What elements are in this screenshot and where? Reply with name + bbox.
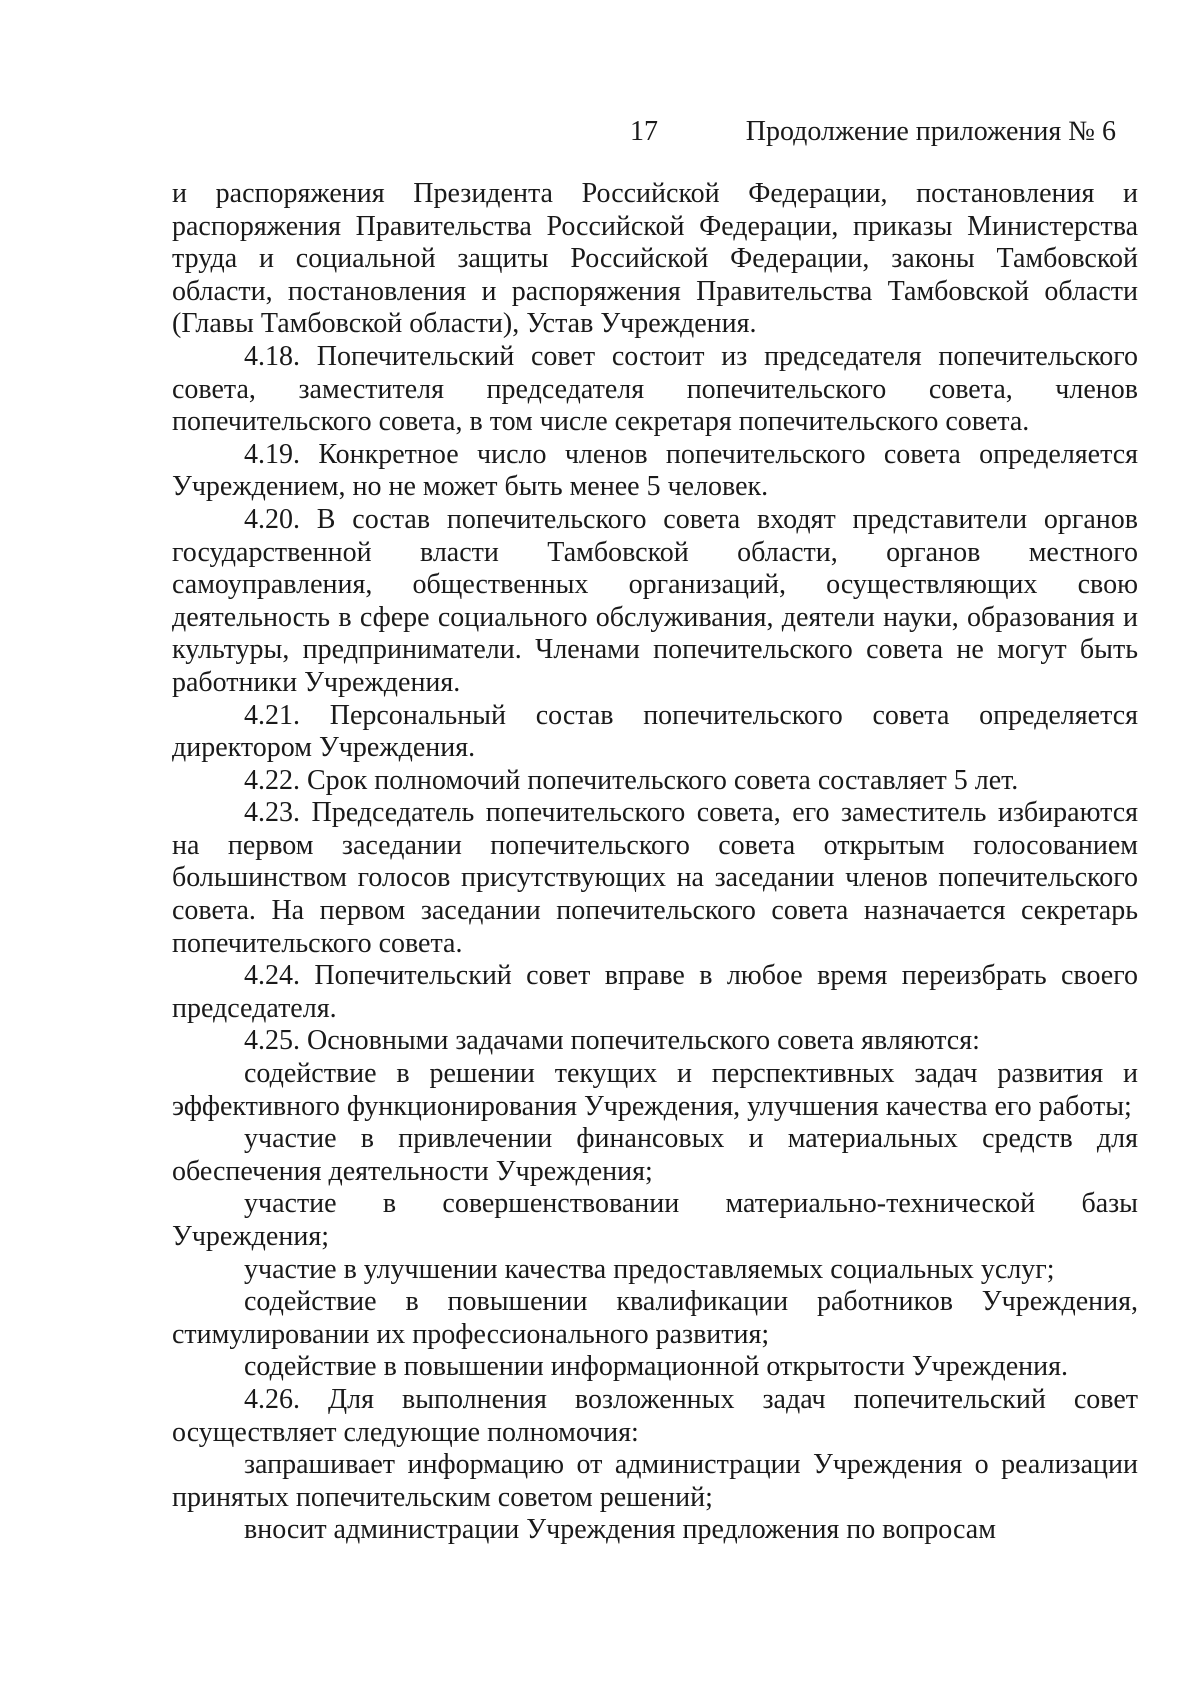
paragraph-4-18: 4.18. Попечительский совет состоит из председателя попечительского совета, заместителя председателя попечительского совета, членов попечительского совета, в том числе секретаря попечительского совета. (172, 340, 1138, 438)
list-item-task: участие в совершенствовании материально-технической базы Учреждения; (172, 1188, 1138, 1252)
paragraph-4-22: 4.22. Срок полномочий попечительского совета составляет 5 лет. (244, 764, 1019, 796)
list-item-power: вносит администрации Учреждения предложения по вопросам (244, 1514, 996, 1546)
list-item-task: содействие в повышении информационной открытости Учреждения. (244, 1351, 1069, 1383)
list-item-task: участие в улучшении качества предоставляемых социальных услуг; (244, 1253, 1055, 1285)
list-item-task: участие в привлечении финансовых и материальных средств для обеспечения деятельности Учреждения; (172, 1123, 1138, 1187)
paragraph-4-25: 4.25. Основными задачами попечительского совета являются: (244, 1025, 980, 1057)
paragraph-continuation: и распоряжения Президента Российской Федерации, постановления и распоряжения Правительства Российской Федерации, приказы Министерства труда и социальной защиты Российской Федерации, законы Тамбовской области, постановления и распоряжения Правительства Тамбовской области (Главы Тамбовской области), Устав Учреждения. (172, 178, 1138, 340)
paragraph-4-23: 4.23. Председатель попечительского совета, его заместитель избираются на первом заседании попечительского совета открытым голосованием большинством голосов присутствующих на заседании членов попечительского совета. На первом заседании попечительского совета назначается секретарь попечительского совета. (172, 797, 1138, 959)
paragraph-4-19: 4.19. Конкретное число членов попечительского совета определяется Учреждением, но не может быть менее 5 человек. (172, 438, 1138, 503)
list-item-task: содействие в решении текущих и перспективных задач развития и эффективного функционирования Учреждения, улучшения качества его работы; (172, 1058, 1138, 1122)
paragraph-4-24: 4.24. Попечительский совет вправе в любое время переизбрать своего председателя. (172, 960, 1138, 1024)
page-number: 17 (630, 116, 658, 147)
paragraph-4-20: 4.20. В состав попечительского совета входят представители органов государственной власти Тамбовской области, органов местного самоуправления, общественных организаций, осуществляющих свою деятельность в сфере социального обслуживания, деятели науки, образования и культуры, предприниматели. Членами попечительского совета не могут быть работники Учреждения. (172, 503, 1138, 698)
list-item-power: запрашивает информацию от администрации Учреждения о реализации принятых попечительским советом решений; (172, 1449, 1138, 1513)
paragraph-4-26: 4.26. Для выполнения возложенных задач попечительский совет осуществляет следующие полномочия: (172, 1383, 1138, 1448)
document-body (172, 178, 1138, 1547)
page-header (0, 114, 1200, 150)
paragraph-4-21: 4.21. Персональный состав попечительского совета определяется директором Учреждения. (172, 699, 1138, 764)
list-item-task: содействие в повышении квалификации работников Учреждения, стимулировании их профессионального развития; (172, 1286, 1138, 1350)
appendix-continuation-note: Продолжение приложения № 6 (745, 116, 1116, 147)
